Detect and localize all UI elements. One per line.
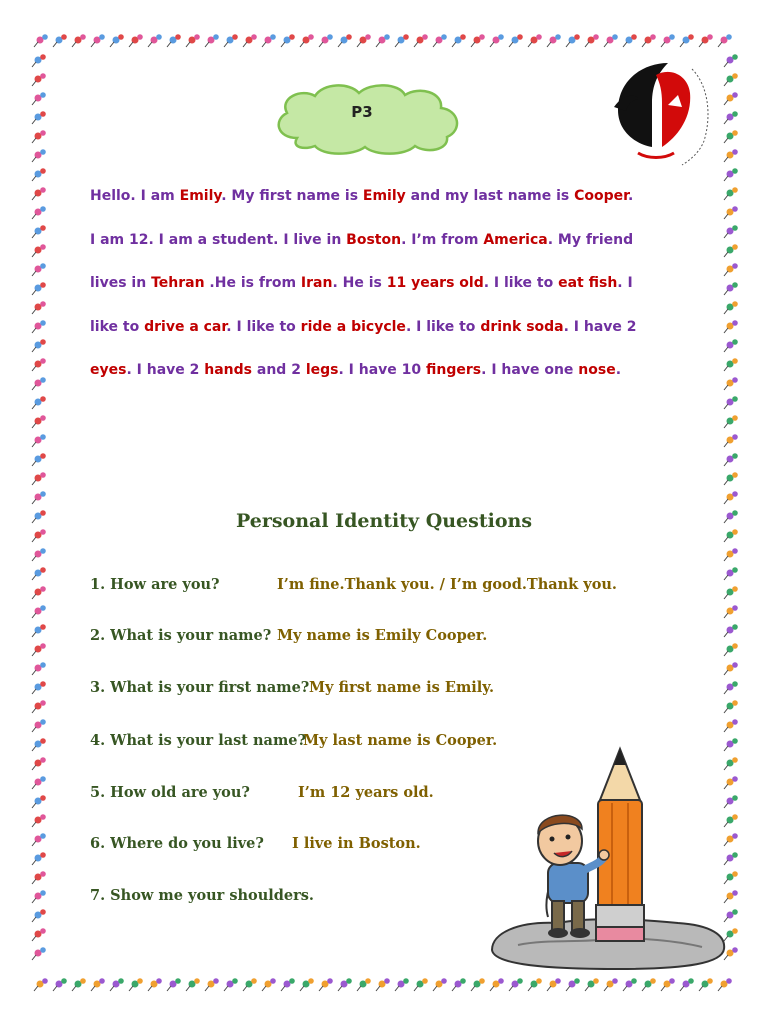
border-motif xyxy=(32,111,46,124)
border-motif xyxy=(53,978,67,991)
border-motif xyxy=(414,978,428,991)
highlight-word: Iran xyxy=(300,275,333,291)
border-motif xyxy=(32,681,46,694)
border-motif xyxy=(547,34,561,47)
border-motif xyxy=(724,548,738,561)
story-text: . I have one xyxy=(481,362,579,378)
ghazal-logo-icon xyxy=(608,55,728,170)
story-line xyxy=(90,219,680,263)
border-motif xyxy=(167,978,181,991)
border-motif xyxy=(642,34,656,47)
border-motif xyxy=(129,34,143,47)
border-motif xyxy=(72,34,86,47)
border-motif xyxy=(224,978,238,991)
highlight-word: America xyxy=(483,231,548,248)
border-motif xyxy=(32,586,46,599)
border-motif xyxy=(395,978,409,991)
border-motif xyxy=(32,415,46,428)
border-motif xyxy=(32,339,46,352)
border-motif xyxy=(724,472,738,485)
story-text: .He is from xyxy=(204,275,301,291)
story-line xyxy=(90,349,680,393)
highlight-word: drink soda xyxy=(480,318,564,335)
border-motif xyxy=(32,947,46,960)
border-motif xyxy=(205,978,219,991)
question-3: 3. What is your first name? xyxy=(90,679,310,696)
border-motif xyxy=(32,624,46,637)
section-heading: Personal Identity Questions xyxy=(235,510,533,532)
border-motif xyxy=(566,978,580,991)
border-motif xyxy=(34,978,48,991)
story-text: I am 12. I am a student. I live in xyxy=(90,231,347,248)
border-motif xyxy=(32,643,46,656)
border-motif xyxy=(566,34,580,47)
border-motif xyxy=(148,34,162,47)
border-motif xyxy=(547,978,561,991)
highlight-word: nose xyxy=(578,362,616,378)
border-motif xyxy=(724,168,738,181)
highlight-word: Emily xyxy=(362,188,406,204)
story-text: and my last name is xyxy=(405,188,575,204)
border-motif xyxy=(205,34,219,47)
answer-4: My last name is Cooper. xyxy=(303,732,498,749)
border-motif xyxy=(724,491,738,504)
question-6: 6. Where do you live? xyxy=(90,835,264,852)
border-motif xyxy=(32,795,46,808)
highlight-word: Cooper xyxy=(574,188,629,204)
answer-2: My name is Emily Cooper. xyxy=(277,627,488,644)
border-motif xyxy=(32,757,46,770)
border-motif xyxy=(243,978,257,991)
story-text: . I have 2 xyxy=(563,318,637,335)
highlight-word: legs xyxy=(305,362,339,378)
border-motif xyxy=(724,320,738,333)
border-motif xyxy=(32,73,46,86)
border-motif xyxy=(32,700,46,713)
border-motif xyxy=(32,168,46,181)
border-motif xyxy=(623,978,637,991)
border-motif xyxy=(724,263,738,276)
border-motif xyxy=(32,244,46,257)
highlight-word: ride a bicycle xyxy=(300,318,406,335)
question-5: 5. How old are you? xyxy=(90,784,250,801)
highlight-word: fingers xyxy=(426,362,482,378)
border-motif xyxy=(32,263,46,276)
page-badge-label: P3 xyxy=(351,103,373,121)
story-line xyxy=(90,262,680,306)
border-motif xyxy=(224,34,238,47)
story-text: . He is xyxy=(332,275,387,291)
highlight-word: 11 years old xyxy=(386,275,484,291)
border-motif xyxy=(91,978,105,991)
border-motif xyxy=(376,978,390,991)
story-text: like to xyxy=(90,318,145,335)
story-text: . xyxy=(628,188,634,204)
border-motif xyxy=(718,978,732,991)
border-motif xyxy=(319,978,333,991)
border-motif xyxy=(186,978,200,991)
border-motif xyxy=(32,130,46,143)
border-motif xyxy=(32,453,46,466)
border-motif xyxy=(585,34,599,47)
border-motif xyxy=(490,34,504,47)
border-motif xyxy=(262,34,276,47)
border-motif xyxy=(724,453,738,466)
border-motif xyxy=(32,187,46,200)
border-motif xyxy=(32,282,46,295)
border-motif xyxy=(509,978,523,991)
border-motif xyxy=(661,978,675,991)
border-motif xyxy=(338,34,352,47)
border-motif xyxy=(724,434,738,447)
border-motif xyxy=(724,415,738,428)
border-motif xyxy=(32,890,46,903)
border-motif xyxy=(32,852,46,865)
border-motif xyxy=(129,978,143,991)
border-motif xyxy=(262,978,276,991)
border-motif xyxy=(32,92,46,105)
border-motif xyxy=(32,472,46,485)
border-motif xyxy=(281,978,295,991)
answer-5: I’m 12 years old. xyxy=(298,784,434,801)
border-motif xyxy=(680,34,694,47)
border-motif xyxy=(357,34,371,47)
border-motif xyxy=(604,978,618,991)
border-motif xyxy=(32,776,46,789)
border-motif xyxy=(281,34,295,47)
border-motif xyxy=(32,814,46,827)
border-motif xyxy=(724,301,738,314)
story-text: . I like to xyxy=(405,318,481,335)
boy-with-pencil-icon xyxy=(488,745,728,970)
border-motif xyxy=(724,681,738,694)
story-line xyxy=(90,175,680,219)
border-motif xyxy=(32,833,46,846)
border-motif xyxy=(724,339,738,352)
highlight-word: Tehran xyxy=(151,275,205,291)
border-motif xyxy=(32,662,46,675)
border-motif xyxy=(32,909,46,922)
border-motif xyxy=(724,396,738,409)
answer-6: I live in Boston. xyxy=(292,835,421,852)
story-text: . I have 10 xyxy=(338,362,427,378)
answer-3: My first name is Emily. xyxy=(309,679,495,696)
question-7: 7. Show me your shoulders. xyxy=(90,887,314,904)
border-motif xyxy=(471,978,485,991)
story-line xyxy=(90,306,680,350)
story-text: . xyxy=(615,362,622,378)
border-motif xyxy=(528,34,542,47)
border-motif xyxy=(699,978,713,991)
border-motif xyxy=(452,978,466,991)
question-1: 1. How are you? xyxy=(90,576,220,593)
border-motif xyxy=(186,34,200,47)
border-motif xyxy=(357,978,371,991)
highlight-word: eat fish xyxy=(558,275,618,291)
border-motif xyxy=(724,719,738,732)
story-text: . My first name is xyxy=(221,188,363,204)
border-motif xyxy=(243,34,257,47)
border-motif xyxy=(724,624,738,637)
border-motif xyxy=(32,491,46,504)
border-motif xyxy=(724,662,738,675)
border-motif xyxy=(724,282,738,295)
border-motif xyxy=(433,34,447,47)
border-motif xyxy=(32,149,46,162)
story-text: Hello. I am xyxy=(90,188,180,204)
border-motif xyxy=(32,928,46,941)
border-motif xyxy=(110,34,124,47)
story-text: . I xyxy=(617,275,633,291)
answer-1: I’m fine.Thank you. / I’m good.Thank you. xyxy=(277,576,617,593)
highlight-word: Boston xyxy=(346,231,402,248)
border-motif xyxy=(32,301,46,314)
border-motif xyxy=(32,377,46,390)
border-motif xyxy=(528,978,542,991)
border-motif xyxy=(300,978,314,991)
border-motif xyxy=(699,34,713,47)
question-4: 4. What is your last name? xyxy=(90,732,307,749)
highlight-word: drive a car xyxy=(144,318,227,335)
story-text: . I’m from xyxy=(401,231,484,248)
story-text: . I have 2 xyxy=(126,362,205,378)
border-motif xyxy=(110,978,124,991)
border-motif xyxy=(724,643,738,656)
border-motif xyxy=(724,567,738,580)
border-motif xyxy=(32,358,46,371)
border-motif xyxy=(32,548,46,561)
border-motif xyxy=(724,187,738,200)
border-motif xyxy=(433,978,447,991)
border-motif xyxy=(300,34,314,47)
border-motif xyxy=(32,605,46,618)
border-motif xyxy=(661,34,675,47)
border-motif xyxy=(604,34,618,47)
border-motif xyxy=(53,34,67,47)
border-motif xyxy=(34,34,48,47)
border-motif xyxy=(642,978,656,991)
border-motif xyxy=(724,605,738,618)
border-motif xyxy=(585,978,599,991)
border-motif xyxy=(509,34,523,47)
border-motif xyxy=(724,586,738,599)
border-motif xyxy=(32,225,46,238)
border-motif xyxy=(452,34,466,47)
story-text: lives in xyxy=(90,275,152,291)
border-motif xyxy=(32,719,46,732)
highlight-word: hands xyxy=(204,362,253,378)
border-motif xyxy=(680,978,694,991)
border-motif xyxy=(32,434,46,447)
border-motif xyxy=(490,978,504,991)
border-motif xyxy=(376,34,390,47)
story-text: . I like to xyxy=(226,318,301,335)
border-motif xyxy=(471,34,485,47)
question-2: 2. What is your name? xyxy=(90,627,272,644)
border-motif xyxy=(338,978,352,991)
border-motif xyxy=(91,34,105,47)
border-motif xyxy=(32,567,46,580)
border-motif xyxy=(724,700,738,713)
story-text: . My friend xyxy=(547,231,634,248)
border-motif xyxy=(724,206,738,219)
border-motif xyxy=(32,54,46,67)
border-motif xyxy=(32,206,46,219)
border-motif xyxy=(32,738,46,751)
border-motif xyxy=(414,34,428,47)
story-paragraph xyxy=(90,175,680,393)
border-motif xyxy=(167,34,181,47)
border-motif xyxy=(724,225,738,238)
border-motif xyxy=(72,978,86,991)
border-motif xyxy=(724,377,738,390)
border-motif xyxy=(724,358,738,371)
border-motif xyxy=(32,396,46,409)
border-motif xyxy=(718,34,732,47)
highlight-word: Emily xyxy=(179,188,222,204)
border-motif xyxy=(32,320,46,333)
border-motif xyxy=(32,871,46,884)
border-motif xyxy=(623,34,637,47)
border-motif xyxy=(319,34,333,47)
border-motif xyxy=(148,978,162,991)
story-text: and 2 xyxy=(252,362,306,378)
highlight-word: eyes xyxy=(90,362,127,378)
story-text: . I like to xyxy=(483,275,559,291)
border-motif xyxy=(724,244,738,257)
border-motif xyxy=(395,34,409,47)
